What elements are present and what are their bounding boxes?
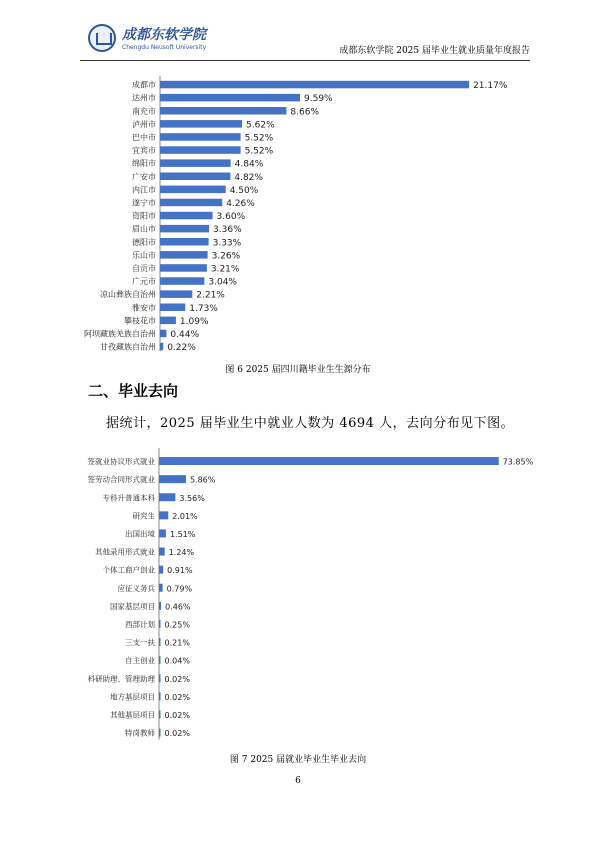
chart2-bar: [159, 674, 161, 682]
chart1-category-label: 达州市: [132, 93, 156, 103]
chart2-category-label: 国家基层项目: [110, 601, 155, 611]
chart1-value-label: 1.09%: [179, 316, 209, 327]
chart1-value-label: 9.59%: [304, 94, 333, 105]
chart2-value-label: 0.02%: [164, 710, 190, 720]
chart1-value-label: 3.26%: [211, 251, 241, 262]
chart1-value-label: 3.21%: [210, 264, 240, 275]
chart1-bar: [160, 199, 222, 207]
chart2-value-label: 73.85%: [502, 457, 534, 467]
chart1-category-label: 凉山彝族自治州: [100, 290, 156, 300]
chart1-bar: [160, 94, 300, 102]
logo-name: 成都东软学院: [122, 27, 206, 43]
chart1-bar: [160, 317, 176, 325]
chart2-category-label: 研究生: [132, 511, 155, 521]
chart2-bar: [159, 620, 161, 628]
chart2-category-label: 其他基层项目: [110, 710, 155, 720]
chart2-value-label: 0.04%: [164, 656, 190, 666]
chart1-category-label: 自贡市: [132, 263, 156, 273]
chart2-bar: [159, 584, 163, 592]
chart1-category-label: 宜宾市: [132, 146, 156, 156]
chart1-category-label: 泸州市: [132, 119, 156, 129]
chart1-category-label: 遂宁市: [132, 198, 156, 208]
chart1-category-label: 眉山市: [132, 224, 156, 234]
chart2-value-label: 1.24%: [168, 548, 195, 558]
chart2-category-label: 专科升普通本科: [102, 493, 155, 503]
chart1-category-label: 资阳市: [132, 211, 156, 221]
chart1-value-label: 4.84%: [234, 159, 264, 170]
chart2-bar: [159, 710, 161, 718]
page-number: 6: [295, 776, 301, 786]
chart1-value-label: 3.04%: [208, 277, 237, 288]
body-paragraph: 据统计，2025 届毕业生中就业人数为 4694 人，去向分布见下图。: [106, 416, 515, 431]
chart1-value-label: 3.33%: [212, 238, 242, 249]
chart2-bar: [159, 493, 175, 501]
chart1-category-label: 巴中市: [132, 132, 156, 142]
chart1-bar: [160, 251, 208, 259]
chart2-bar: [159, 638, 161, 646]
chart2-value-label: 5.86%: [189, 475, 216, 485]
chart2-value-label: 3.56%: [179, 493, 205, 503]
chart1-value-label: 3.36%: [213, 225, 242, 236]
chart2-category-label: 西部计划: [125, 619, 155, 629]
chart2-category-label: 其他录用形式就业: [95, 547, 155, 557]
chart1-value-label: 1.73%: [189, 303, 218, 314]
chart-source-distribution: [0, 76, 596, 354]
chart1-category-label: 攀枝花市: [124, 316, 156, 326]
chart1-category-label: 雅安市: [132, 303, 156, 313]
chart1-bar: [160, 107, 286, 115]
chart1-bar: [160, 330, 166, 338]
chart1-value-label: 0.22%: [167, 343, 196, 354]
chart2-value-label: 0.25%: [164, 620, 190, 630]
chart1-category-label: 绵阳市: [132, 159, 156, 169]
chart2-bar: [159, 602, 161, 610]
chart1-value-label: 2.21%: [196, 290, 225, 301]
chart2-category-label: 科研助理、管理助理: [87, 674, 155, 684]
chart1-value-label: 4.82%: [234, 172, 263, 183]
chart2-value-label: 0.21%: [164, 638, 190, 648]
chart1-category-label: 甘孜藏族自治州: [100, 342, 156, 352]
header-title: 成都东软学院 2025 届毕业生就业质量年度报告: [339, 46, 530, 56]
chart1-value-label: 3.60%: [216, 212, 246, 223]
chart2-value-label: 0.02%: [164, 674, 190, 684]
chart1-bar: [160, 173, 230, 181]
section-title: 二、毕业去向: [88, 382, 179, 400]
chart1-value-label: 5.52%: [244, 146, 274, 157]
chart1-value-label: 21.17%: [473, 81, 508, 92]
chart2-category-label: 应征义务兵: [117, 583, 155, 593]
chart1-bar: [160, 146, 241, 154]
chart1-bar: [160, 238, 209, 246]
chart1-bar: [160, 159, 231, 167]
chart2-value-label: 0.46%: [165, 602, 191, 612]
chart1-value-label: 0.44%: [170, 329, 200, 340]
chart1-bar: [160, 304, 185, 312]
chart1-bar: [160, 133, 241, 141]
chart2-value-label: 0.02%: [164, 729, 190, 739]
chart2-category-label: 出国出境: [125, 529, 155, 539]
chart1-bar: [160, 264, 207, 272]
chart1-bar: [160, 225, 209, 233]
chart1-bar: [160, 186, 226, 194]
chart2-value-label: 0.02%: [164, 692, 190, 702]
chart1-category-label: 南充市: [132, 106, 156, 116]
page-header: [80, 22, 530, 61]
logo-english-name: Chengdu Neusoft University: [122, 44, 207, 51]
chart2-bar: [159, 548, 165, 556]
chart2-bar: [159, 529, 166, 537]
chart1-caption: 图 6 2025 届四川籍毕业生生源分布: [225, 365, 371, 375]
chart2-category-label: 个体工商户创业: [102, 565, 155, 575]
university-emblem-icon: [88, 24, 116, 52]
chart2-category-label: 签就业协议形式就业: [87, 457, 155, 467]
chart2-caption: 图 7 2025 届就业毕业生毕业去向: [229, 755, 367, 765]
chart2-value-label: 0.79%: [166, 584, 193, 594]
chart2-bar: [159, 457, 499, 465]
chart1-bar: [160, 277, 204, 285]
chart2-category-label: 自主创业: [125, 656, 155, 666]
chart1-bar: [160, 290, 192, 298]
chart2-category-label: 特岗教师: [125, 728, 155, 738]
chart2-category-label: 签劳动合同形式就业: [87, 475, 155, 485]
chart1-value-label: 5.52%: [244, 133, 274, 144]
chart1-category-label: 广元市: [132, 277, 156, 287]
chart2-bar: [159, 656, 161, 664]
chart2-bar: [159, 511, 168, 519]
chart2-category-label: 地方基层项目: [110, 692, 155, 702]
university-logo: [88, 24, 278, 56]
chart2-bar: [159, 475, 186, 483]
chart2-bar: [159, 692, 161, 700]
chart1-value-label: 5.62%: [246, 120, 275, 131]
chart1-bar: [160, 120, 242, 128]
chart1-category-label: 阿坝藏族羌族自治州: [84, 329, 156, 339]
chart1-bar: [160, 81, 469, 89]
chart1-value-label: 8.66%: [290, 107, 320, 118]
chart1-category-label: 德阳市: [132, 237, 156, 247]
chart1-category-label: 广安市: [132, 172, 156, 182]
chart2-value-label: 0.91%: [167, 566, 193, 576]
chart1-category-label: 内江市: [132, 185, 156, 195]
chart-graduate-destination: [0, 448, 596, 742]
chart2-bar: [159, 729, 161, 737]
chart1-value-label: 4.50%: [229, 185, 259, 196]
chart1-category-label: 成都市: [132, 80, 156, 90]
chart2-value-label: 1.51%: [169, 529, 196, 539]
chart1-bar: [160, 343, 163, 351]
chart2-value-label: 2.01%: [172, 511, 198, 521]
chart2-category-label: 三支一扶: [125, 638, 155, 648]
chart1-category-label: 乐山市: [132, 250, 156, 260]
chart2-bar: [159, 566, 163, 574]
chart1-value-label: 4.26%: [226, 198, 255, 209]
chart1-bar: [160, 212, 213, 220]
